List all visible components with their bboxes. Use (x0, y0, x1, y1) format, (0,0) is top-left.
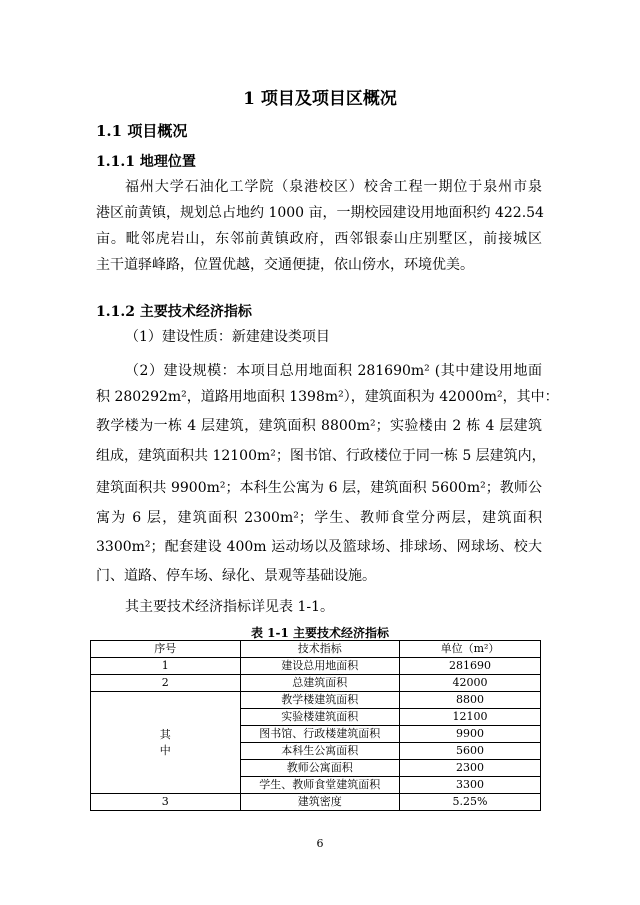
table-row (91, 692, 541, 709)
chapter-heading: 1 项目及项目区概况 (243, 89, 397, 109)
cell-indicator: 建设总用地面积 (240, 658, 400, 675)
scale-line-3: 教学楼为一栋 4 层建筑，建筑面积 8800m²；实验楼由 2 栋 4 层建筑 (96, 418, 542, 434)
cell-value: 42000 (400, 675, 541, 692)
cell-index: 3 (91, 794, 241, 811)
table-reference-text: 其主要技术经济指标详见表 1-1。 (125, 599, 334, 615)
table-header-row (91, 641, 541, 658)
cell-index: 1 (91, 658, 241, 675)
scale-line-5: 建筑面积共 9900m²；本科生公寓为 6 层，建筑面积 5600m²；教师公 (96, 480, 542, 496)
section-heading: 1.1 项目概况 (96, 122, 188, 140)
construction-nature: （1）建设性质：新建建设类项目 (125, 329, 330, 345)
location-line-1: 福州大学石油化工学院（泉港校区）校舍工程一期位于泉州市泉 (125, 179, 542, 195)
location-line-3: 亩。毗邻虎岩山，东邻前黄镇政府，西邻银泰山庄别墅区，前接城区 (96, 231, 542, 247)
indicator-table (90, 640, 541, 811)
scale-line-2: 积 280292m²，道路用地面积 1398m²），建筑面积为 42000m²，其中： (96, 389, 559, 405)
header-indicator: 技术指标 (240, 641, 400, 658)
cell-indicator: 总建筑面积 (240, 675, 400, 692)
scale-line-7: 3300m²；配套建设 400m 运动场以及篮球场、排球场、网球场、校大 (96, 539, 542, 555)
page-number: 6 (316, 837, 324, 850)
cell-indicator: 学生、教师食堂建筑面积 (240, 777, 400, 794)
cell-value: 2300 (400, 760, 541, 777)
scale-line-1: （2）建设规模：本项目总用地面积 281690m² (其中建设用地面 (125, 363, 542, 379)
cell-indicator: 本科生公寓面积 (240, 743, 400, 760)
group-label-cell (91, 692, 241, 794)
cell-value: 9900 (400, 726, 541, 743)
location-line-4: 主干道驿峰路，位置优越，交通便捷，依山傍水，环境优美。 (96, 257, 474, 273)
subsection-heading-location: 1.1.1 地理位置 (96, 154, 196, 170)
cell-indicator: 实验楼建筑面积 (240, 709, 400, 726)
cell-value: 3300 (400, 777, 541, 794)
location-line-2: 港区前黄镇，规划总占地约 1000 亩，一期校园建设用地面积约 422.54 (96, 205, 544, 221)
cell-value: 5600 (400, 743, 541, 760)
cell-value: 8800 (400, 692, 541, 709)
table-row (91, 658, 541, 675)
header-unit: 单位（m²） (400, 641, 541, 658)
table-row (91, 794, 541, 811)
scale-line-8: 门、道路、停车场、绿化、景观等基础设施。 (96, 568, 376, 584)
group-label-char-1: 其 (159, 727, 171, 741)
cell-indicator: 建筑密度 (240, 794, 400, 811)
scale-line-6: 寓为 6 层，建筑面积 2300m²；学生、教师食堂分两层，建筑面积 (96, 510, 542, 526)
cell-value: 5.25% (400, 794, 541, 811)
cell-indicator: 图书馆、行政楼建筑面积 (240, 726, 400, 743)
cell-indicator: 教学楼建筑面积 (240, 692, 400, 709)
header-index: 序号 (91, 641, 241, 658)
cell-indicator: 教师公寓面积 (240, 760, 400, 777)
cell-index: 2 (91, 675, 241, 692)
subsection-heading-indicators: 1.1.2 主要技术经济指标 (96, 304, 252, 320)
table-row (91, 675, 541, 692)
cell-value: 12100 (400, 709, 541, 726)
scale-line-4: 组成，建筑面积共 12100m²；图书馆、行政楼位于同一栋 5 层建筑内， (96, 448, 546, 464)
group-label-char-2: 中 (159, 743, 171, 757)
cell-value: 281690 (400, 658, 541, 675)
table-caption: 表 1-1 主要技术经济指标 (250, 626, 390, 640)
